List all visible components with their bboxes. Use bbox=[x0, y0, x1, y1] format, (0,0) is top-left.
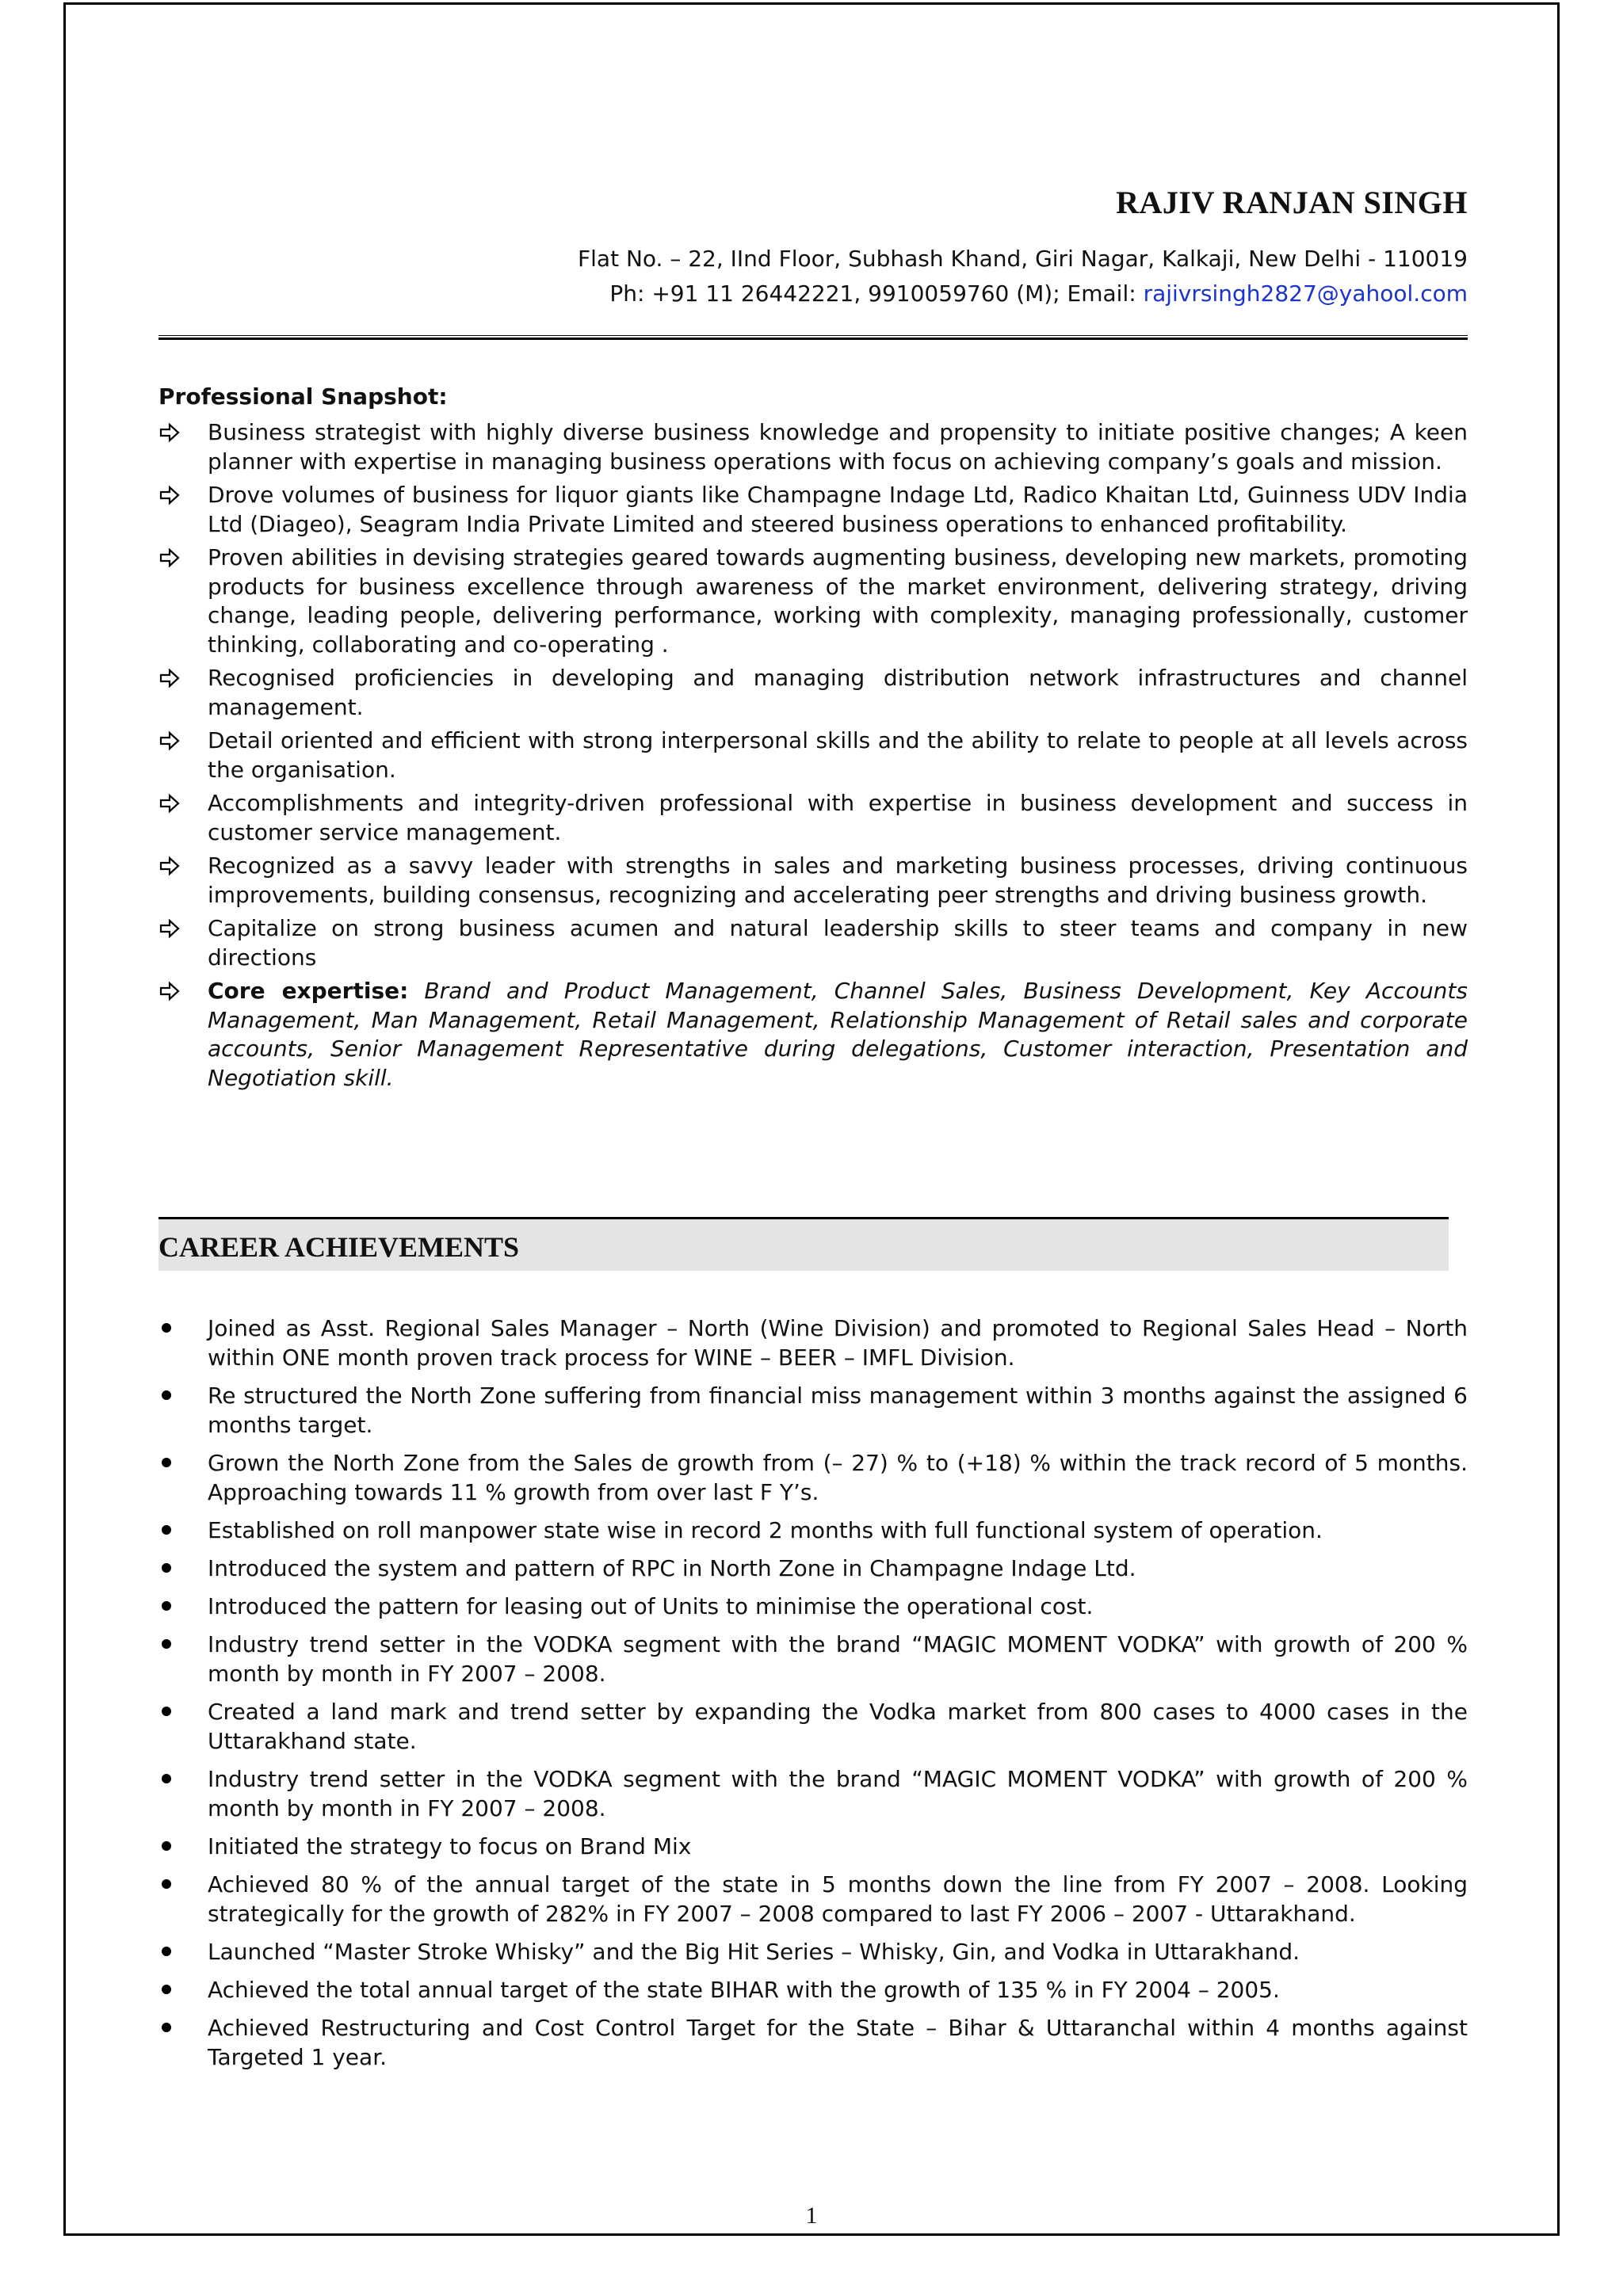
bullet-icon bbox=[162, 1323, 171, 1333]
core-expertise-item bbox=[158, 977, 1468, 1093]
snapshot-item-text: Proven abilities in devising strategies geared towards augmenting business, developing new markets, promoting products for business excellence through awareness of the market environment, delivering strategy, driving change, leading people, delivering performance, working with complexity, managing professionally, customer thinking, collaborating and co-operating . bbox=[208, 544, 1468, 658]
snapshot-item-text: Recognized as a savvy leader with strengths in sales and marketing business processes, driving continuous improvements, building consensus, recognizing and accelerating peer strengths and driving business growth. bbox=[208, 852, 1468, 908]
achievement-text: Industry trend setter in the VODKA segment with the brand “MAGIC MOMENT VODKA” with growth of 200 % month by month in FY 2007 – 2008. bbox=[208, 1766, 1468, 1821]
bullet-icon bbox=[162, 1390, 171, 1400]
arrow-right-outline-icon bbox=[158, 420, 181, 445]
contact-line bbox=[609, 280, 1468, 307]
achievement-item bbox=[158, 1697, 1468, 1756]
snapshot-item-text: Drove volumes of business for liquor giants like Champagne Indage Ltd, Radico Khaitan Ltd, Guinness UDV India Ltd (Diageo), Seagram India Private Limited and steered business operations to enhanced profitability. bbox=[208, 482, 1468, 537]
achievement-text: Initiated the strategy to focus on Brand Mix bbox=[208, 1833, 692, 1859]
bullet-icon bbox=[162, 1879, 171, 1889]
snapshot-heading: Professional Snapshot: bbox=[158, 383, 448, 410]
career-heading: CAREER ACHIEVEMENTS bbox=[158, 1231, 520, 1263]
achievement-item bbox=[158, 1630, 1468, 1688]
achievements-list bbox=[158, 1314, 1468, 2081]
achievement-text: Grown the North Zone from the Sales de growth from (– 27) % to (+18) % within the track record of 5 months. Approaching towards 11 % growth from over last F Y’s. bbox=[208, 1450, 1468, 1505]
achievement-item bbox=[158, 1381, 1468, 1440]
snapshot-list bbox=[158, 418, 1468, 1097]
snapshot-item bbox=[158, 418, 1468, 476]
achievement-text: Achieved 80 % of the annual target of the state in 5 months down the line from FY 2007 – 2008. Looking strategically for the growth of 282% in FY 2007 – 2008 compared to last FY 2006 – 2007 - Uttarakhand. bbox=[208, 1871, 1468, 1927]
snapshot-item bbox=[158, 914, 1468, 972]
snapshot-item bbox=[158, 481, 1468, 539]
achievement-text: Achieved the total annual target of the state BIHAR with the growth of 135 % in FY 2004 – 2005. bbox=[208, 1977, 1280, 2003]
achievement-item bbox=[158, 1764, 1468, 1823]
phone-text: Ph: +91 11 26442221, 9910059760 (M); Email: bbox=[609, 280, 1144, 307]
bullet-icon bbox=[162, 1601, 171, 1611]
snapshot-item bbox=[158, 543, 1468, 659]
achievement-item bbox=[158, 1592, 1468, 1621]
snapshot-item-text: Detail oriented and efficient with strong interpersonal skills and the ability to relate to people at all levels across the organisation. bbox=[208, 727, 1468, 783]
achievement-text: Achieved Restructuring and Cost Control Target for the State – Bihar & Uttaranchal within 4 months against Targeted 1 year. bbox=[208, 2015, 1468, 2070]
achievement-item bbox=[158, 1554, 1468, 1583]
arrow-right-outline-icon bbox=[158, 791, 181, 816]
bullet-icon bbox=[162, 1563, 171, 1573]
achievement-item bbox=[158, 1870, 1468, 1928]
bullet-icon bbox=[162, 1841, 171, 1851]
achievement-text: Introduced the system and pattern of RPC in North Zone in Champagne Indage Ltd. bbox=[208, 1555, 1136, 1581]
achievement-text: Re structured the North Zone suffering from financial miss management within 3 months against the assigned 6 months target. bbox=[208, 1383, 1468, 1438]
candidate-name: RAJIV RANJAN SINGH bbox=[1116, 185, 1468, 220]
achievement-text: Joined as Asst. Regional Sales Manager – North (Wine Division) and promoted to Regional Sales Head – North within ONE month proven track process for WINE – BEER – IMFL Division. bbox=[208, 1315, 1468, 1371]
bullet-icon bbox=[162, 1947, 171, 1956]
page-number: 1 bbox=[805, 2203, 818, 2229]
achievement-text: Industry trend setter in the VODKA segment with the brand “MAGIC MOMENT VODKA” with growth of 200 % month by month in FY 2007 – 2008. bbox=[208, 1631, 1468, 1687]
bullet-icon bbox=[162, 1525, 171, 1535]
achievement-text: Created a land mark and trend setter by expanding the Vodka market from 800 cases to 4000 cases in the Uttarakhand state. bbox=[208, 1699, 1468, 1754]
core-expertise-label: Core expertise: bbox=[208, 978, 409, 1004]
email-link[interactable]: rajivrsingh2827@yahool.com bbox=[1143, 280, 1468, 307]
arrow-right-outline-icon bbox=[158, 666, 181, 691]
achievement-text: Introduced the pattern for leasing out of Units to minimise the operational cost. bbox=[208, 1593, 1094, 1619]
career-heading-bar bbox=[158, 1217, 1449, 1271]
arrow-right-outline-icon bbox=[158, 916, 181, 941]
achievement-item bbox=[158, 1832, 1468, 1861]
bullet-icon bbox=[162, 1985, 171, 1994]
arrow-right-outline-icon bbox=[158, 728, 181, 753]
achievement-item bbox=[158, 1448, 1468, 1507]
snapshot-item bbox=[158, 852, 1468, 910]
snapshot-item-text: Accomplishments and integrity-driven professional with expertise in business development and success in customer service management. bbox=[208, 790, 1468, 845]
arrow-right-outline-icon bbox=[158, 545, 181, 570]
address-line: Flat No. – 22, IInd Floor, Subhash Khand, Giri Nagar, Kalkaji, New Delhi - 110019 bbox=[578, 246, 1468, 272]
achievement-item bbox=[158, 1314, 1468, 1372]
arrow-right-outline-icon bbox=[158, 978, 181, 1004]
core-expertise-text: Brand and Product Management, Channel Sales, Business Development, Key Accounts Management, Man Management, Retail Management, Relationship Management of Retail sales and corporate accounts, Senior Management Representative during delegations, Customer interaction, Presentation and Negotiation skill. bbox=[208, 978, 1468, 1091]
bullet-icon bbox=[162, 1774, 171, 1783]
achievement-item bbox=[158, 1516, 1468, 1545]
achievement-text: Launched “Master Stroke Whisky” and the Big Hit Series – Whisky, Gin, and Vodka in Uttarakhand. bbox=[208, 1939, 1300, 1965]
header-divider bbox=[158, 335, 1468, 340]
snapshot-item-text: Capitalize on strong business acumen and natural leadership skills to steer teams and company in new directions bbox=[208, 915, 1468, 971]
arrow-right-outline-icon bbox=[158, 482, 181, 508]
arrow-right-outline-icon bbox=[158, 853, 181, 879]
bullet-icon bbox=[162, 1639, 171, 1649]
bullet-icon bbox=[162, 1458, 171, 1467]
achievement-item bbox=[158, 1937, 1468, 1966]
snapshot-item-text: Business strategist with highly diverse business knowledge and propensity to initiate positive changes; A keen planner with expertise in managing business operations with focus on achieving company’s goals and mission. bbox=[208, 419, 1468, 475]
bullet-icon bbox=[162, 2023, 171, 2032]
bullet-icon bbox=[162, 1707, 171, 1716]
snapshot-item bbox=[158, 789, 1468, 847]
achievement-item bbox=[158, 2013, 1468, 2072]
achievement-item bbox=[158, 1975, 1468, 2004]
achievement-text: Established on roll manpower state wise in record 2 months with full functional system of operation. bbox=[208, 1517, 1323, 1543]
snapshot-item bbox=[158, 664, 1468, 722]
snapshot-item bbox=[158, 727, 1468, 784]
snapshot-item-text: Recognised proficiencies in developing and managing distribution network infrastructures and channel management. bbox=[208, 665, 1468, 720]
